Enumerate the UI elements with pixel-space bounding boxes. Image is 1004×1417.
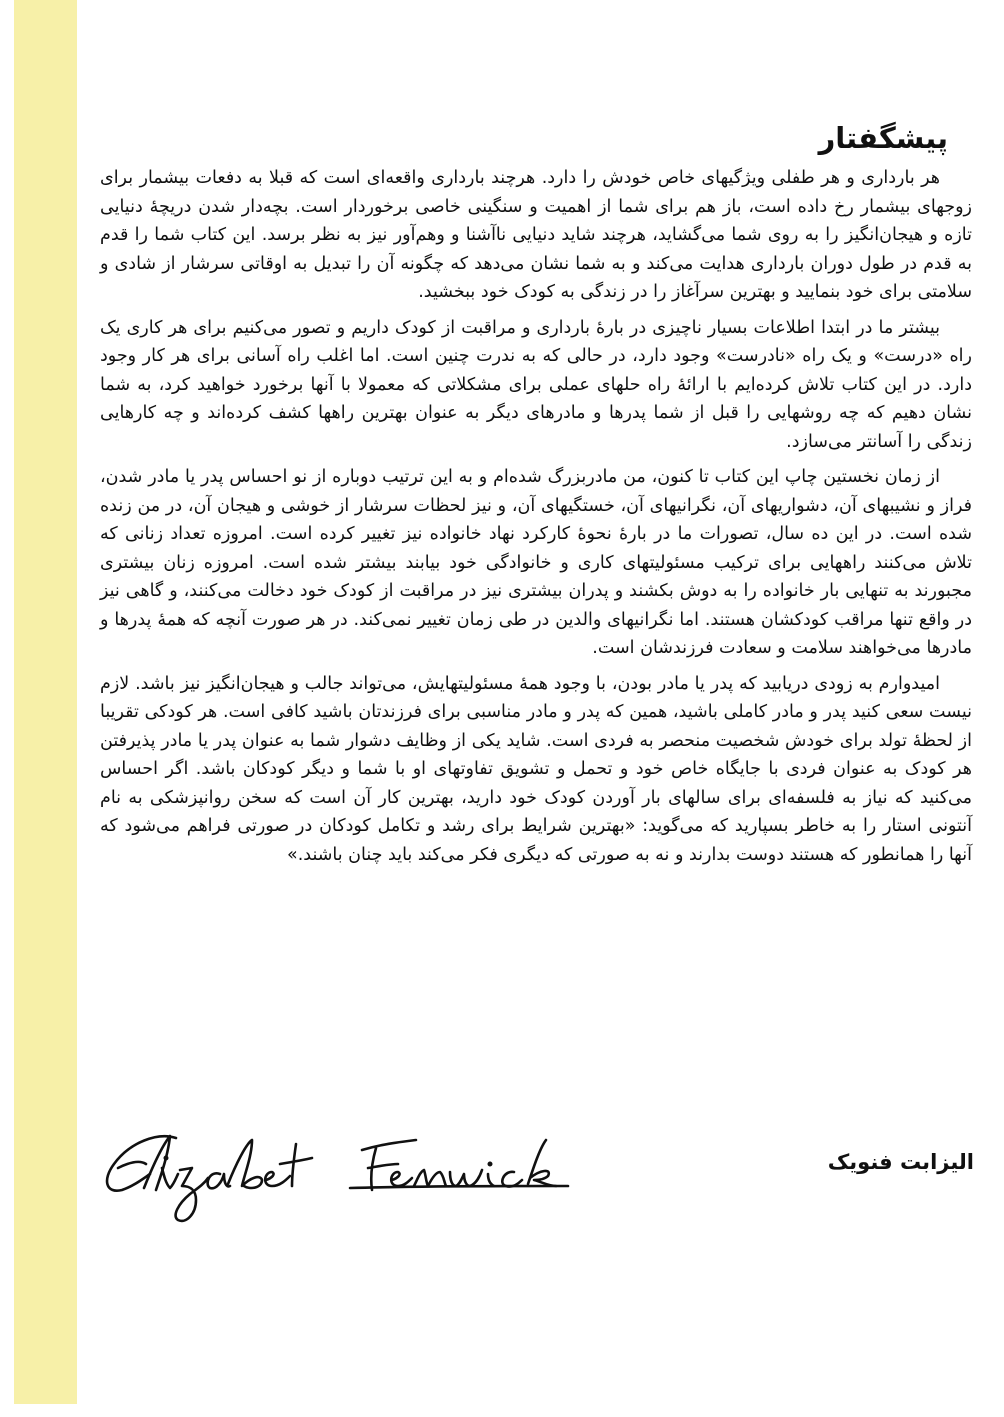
- paragraph-2: بیشتر ما در ابتدا اطلاعات بسیار ناچیزی در بارهٔ بارداری و مراقبت از کودک داریم و تصور می‌کنیم برای هر کاری یک راه «درست» و یک راه «نادرست» وجود دارد، در حالی که به ندرت چنین است. اما اغلب راه آسانی برای هر کار وجود دارد. در این کتاب تلاش کرده‌ایم با ارائهٔ راه حلهای عملی برای مشکلاتی که معمولا با آنها برخورد خواهید کرد، به شما نشان دهیم که چه روشهایی را قبل از شما پدرها و مادرهای دیگر به عنوان بهترین راهها کشف کرده‌اند و چه کارهایی زندگی را آسانتر می‌سازد.: [100, 317, 972, 452]
- signature-block: [100, 1128, 974, 1228]
- preface-body: [100, 164, 972, 869]
- paragraph-4: امیدوارم به زودی دریابید که پدر یا مادر بودن، با وجود همهٔ مسئولیتهایش، می‌تواند جالب و هیجان‌انگیز نیز باشد. لازم نیست سعی کنید پدر و مادر کاملی باشید، همین که پدر و مادر مناسبی برای فرزندتان باشید کافی است. هر کودکی تقریبا از لحظهٔ تولد برای خودش شخصیت منحصر به فردی است. شاید یکی از وظایف دشوار شما به عنوان پدر یا مادر پذیرفتن هر کودک به عنوان فردی با جایگاه خاص خود و تحمل و تشویق تفاوتهای او با شما و دیگر کودکان باشد. اگر احساس می‌کنید که نیاز به فلسفه‌ای برای سالهای بار آوردن کودک خود دارید، بهترین کار آن است که سخن روانپزشکی به نام آنتونی استار را به خاطر بسپارید که می‌گوید: «بهترین شرایط برای رشد و تکامل کودکان در صورتی فراهم می‌شود که آنها را همانطور که هستند دوست بدارند و نه به صورتی که دیگری فکر می‌کند باید چنان باشند.»: [100, 673, 972, 865]
- handwritten-signature: [100, 1128, 572, 1228]
- paragraph-3: از زمان نخستین چاپ این کتاب تا کنون، من مادربزرگ شده‌ام و به این ترتیب دوباره از نو احساس پدر یا مادر شدن، فراز و نشیبهای آن، دشواریهای آن، نگرانیهای آن، خستگیهای آن، و نیز لحظات سرشار از خوشی و هیجان آن، در من زنده شده است. در این ده سال، تصورات ما در بارهٔ نحوهٔ کارکرد نهاد خانواده نیز تغییر کرده است. امروزه تعداد زنانی که تلاش می‌کنند راههایی برای ترکیب مسئولیتهای کاری و خانوادگی خود بیابند بیشتر شده است. امروزه زنان بیشتری مجبورند به تنهایی بار خانواده را به دوش بکشند و پدران بیشتری نیز در مراقبت از کودک خود دخالت می‌کنند، و گاهی نیز در واقع تنها مراقب کودکشان هستند. اما نگرانیهای والدین در طی زمان تغییر نمی‌کند. در هر صورت آنچه که همهٔ پدرها و مادرها می‌خواهند سلامت و سعادت فرزندشان است.: [100, 467, 972, 658]
- preface-page: [100, 118, 972, 876]
- paragraph-1: هر بارداری و هر طفلی ویژگیهای خاص خودش را دارد. هرچند بارداری واقعه‌ای است که قبلا به دفعات بیشمار برای زوجهای بیشمار رخ داده است، باز هم برای شما از اهمیت و سنگینی خاصی برخوردار است. بچه‌دار شدن دریچهٔ دنیایی تازه و هیجان‌انگیز را به روی شما می‌گشاید، هرچند شاید دنیایی ناآشنا و وهم‌آور نیز به نظر برسد. این کتاب شما را قدم به قدم در طول دوران بارداری هدایت می‌کند و به شما نشان می‌دهد که چگونه آن را تبدیل به اوقاتی سرشار از شادی و سلامتی برای خود بنمایید و بهترین سرآغاز را در زندگی به کودک خود ببخشید.: [100, 168, 972, 302]
- page-title: پیشگفتار: [818, 121, 948, 155]
- side-color-band: [14, 0, 77, 1404]
- author-name: الیزابت فنویک: [827, 1150, 974, 1174]
